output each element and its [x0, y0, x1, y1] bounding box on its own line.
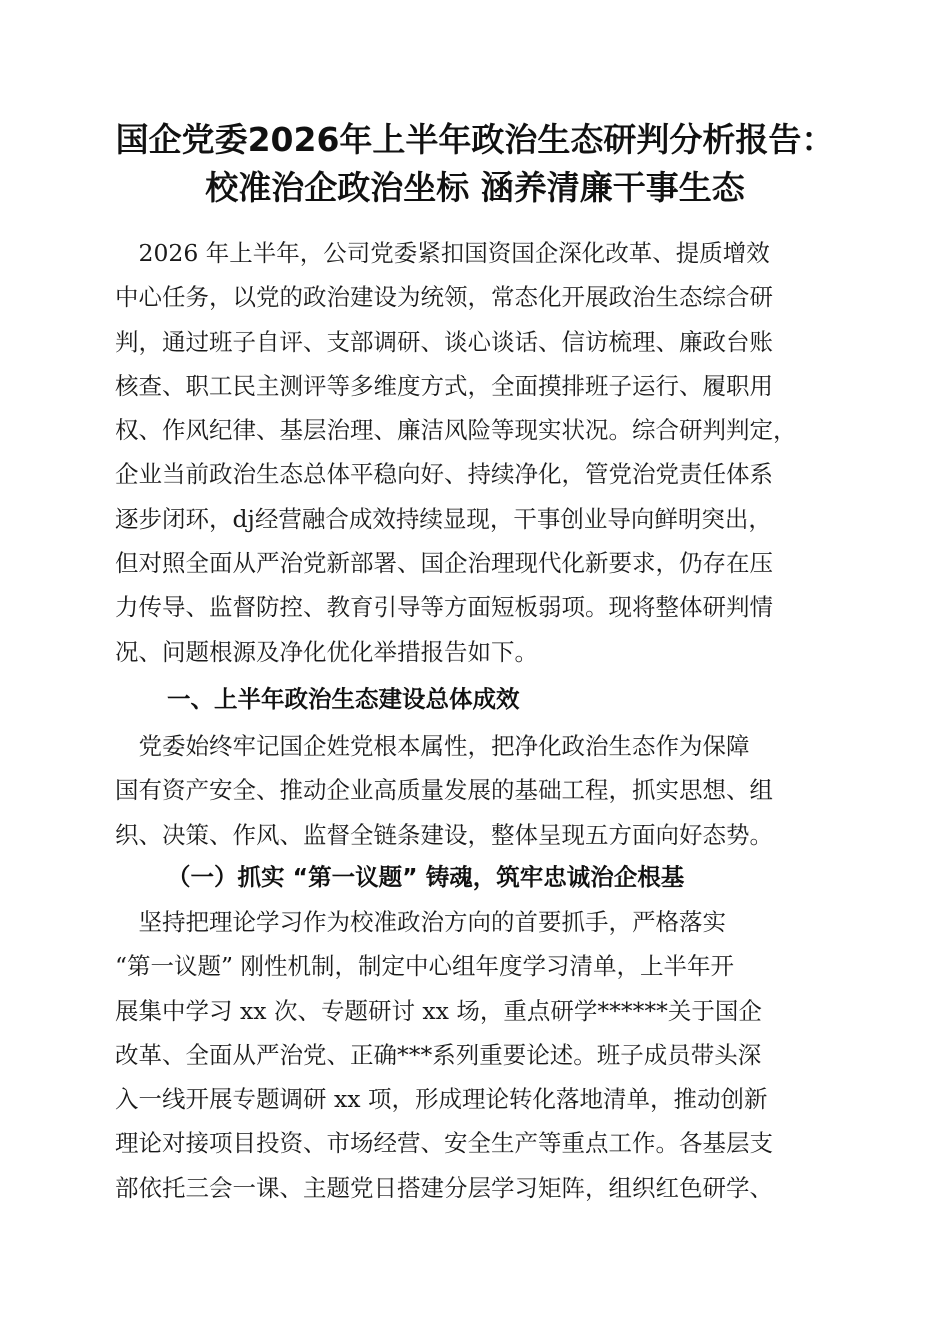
- subsection-1-line: 入一线开展专题调研 xx 项，形成理论转化落地清单，推动创新: [115, 1085, 768, 1114]
- intro-line: 核查、职工民主测评等多维度方式，全面摸排班子运行、履职用: [115, 371, 773, 400]
- subsection-1-heading: （一）抓实 “第一议题” 铸魂，筑牢忠诚治企根基: [167, 863, 685, 891]
- subsection-1-line: 理论对接项目投资、市场经营、安全生产等重点工作。各基层支: [115, 1129, 773, 1158]
- intro-line: 逐步闭环，dj经营融合成效持续显现，干事创业导向鲜明突出，: [115, 504, 772, 533]
- section-1-line: 织、决策、作风、监督全链条建设，整体呈现五方面向好态势。: [115, 820, 773, 849]
- section-1-line: 党委始终牢记国企姓党根本属性，把净化政治生态作为保障: [115, 732, 750, 760]
- section-1-heading: 一、上半年政治生态建设总体成效: [167, 685, 520, 713]
- subsection-1-line: “第一议题” 刚性机制，制定中心组年度学习清单，上半年开: [115, 952, 734, 981]
- subsection-1-line: 改革、全面从严治党、正确***系列重要论述。班子成员带头深: [115, 1040, 762, 1069]
- intro-line: 力传导、监督防控、教育引导等方面短板弱项。现将整体研判情: [115, 593, 773, 622]
- subsection-1-paragraph: [115, 900, 837, 1210]
- intro-line: 况、问题根源及净化优化举措报告如下。: [115, 637, 538, 666]
- intro-line: 判，通过班子自评、支部调研、谈心谈话、信访梳理、廉政台账: [115, 327, 773, 356]
- intro-line: 2026 年上半年，公司党委紧扣国资国企深化改革、提质增效: [115, 239, 770, 267]
- subsection-1-line: 部依托三会一课、主题党日搭建分层学习矩阵，组织红色研学、: [115, 1173, 773, 1202]
- section-1-line: 国有资产安全、推动企业高质量发展的基础工程，抓实思想、组: [115, 776, 773, 805]
- title-line-1: 国企党委2026年上半年政治生态研判分析报告：: [115, 120, 835, 159]
- section-1-paragraph: [115, 724, 837, 857]
- intro-paragraph: [115, 231, 837, 674]
- title-line-2: 校准治企政治坐标 涵养清廉干事生态: [205, 168, 745, 207]
- intro-line: 中心任务，以党的政治建设为统领，常态化开展政治生态综合研: [115, 283, 773, 312]
- intro-line: 权、作风纪律、基层治理、廉洁风险等现实状况。综合研判判定，: [115, 416, 797, 445]
- document-title: [100, 116, 850, 212]
- subsection-1-line: 展集中学习 xx 次、专题研讨 xx 场，重点研学******关于国企: [115, 996, 762, 1025]
- intro-line: 但对照全面从严治党新部署、国企治理现代化新要求，仍存在压: [115, 549, 773, 578]
- subsection-1-line: 坚持把理论学习作为校准政治方向的首要抓手，严格落实: [115, 908, 726, 936]
- intro-line: 企业当前政治生态总体平稳向好、持续净化，管党治党责任体系: [115, 460, 773, 489]
